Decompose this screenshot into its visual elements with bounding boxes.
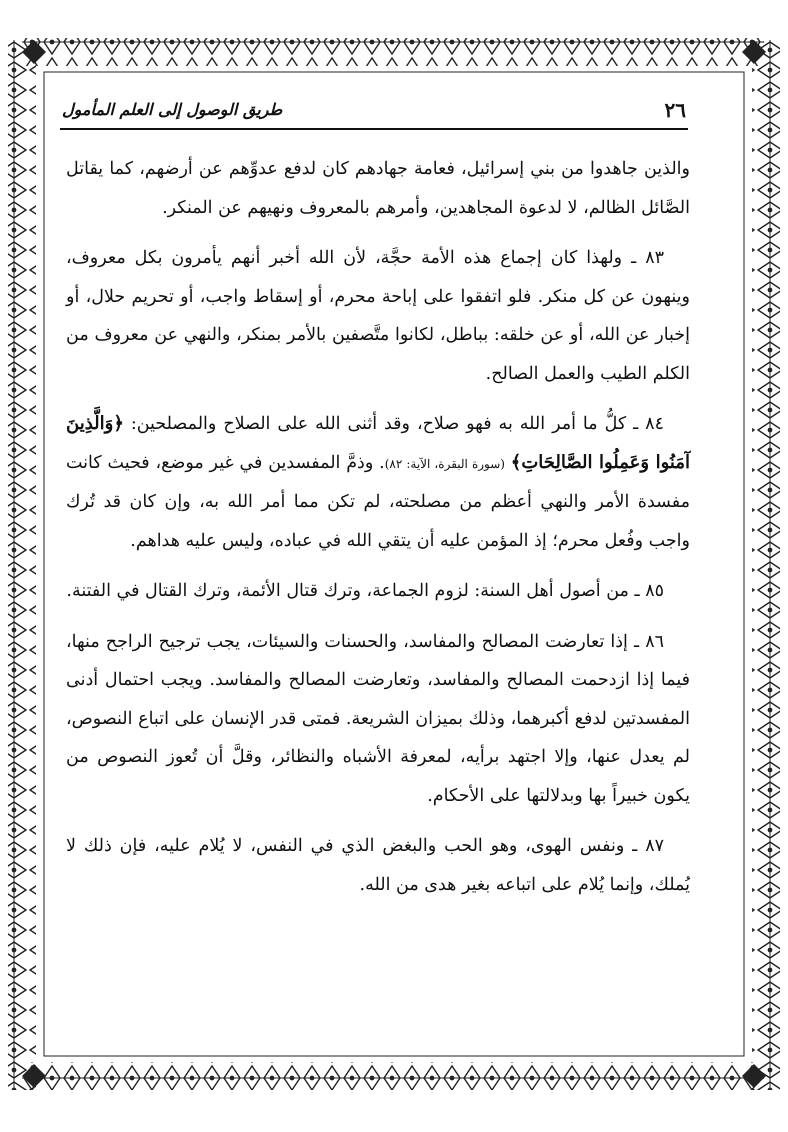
body-text [66, 150, 690, 916]
paragraph: والذين جاهدوا من بني إسرائيل، فعامة جهادهم كان لدفع عدوِّهم عن أرضهم، كما يقاتل الصَّائل الظالم، لا لدعوة المجاهدين، وأمرهم بالمعروف ونهيهم عن المنكر. [66, 159, 690, 218]
paragraph-83: ٨٣ ـ ولهذا كان إجماع هذه الأمة حجَّة، لأن الله أخبر أنهم يأمرون بكل معروف، وينهون عن كل منكر. فلو اتفقوا على إباحة محرم، أو إسقاط واجب، أو تحريم حلال، أو إخبار عن الله، أو عن خلقه: بباطل، لكانوا متَّصفين بالأمر بمنكر، والنهي عن معروف من الكلم الطيب والعمل الصالح. [66, 248, 690, 384]
paragraph-84-lead: ٨٤ ـ كلُّ ما أمر الله به فهو صلاح، وقد أثنى الله على الصلاح والمصلحين: [130, 414, 664, 434]
paragraph-85: ٨٥ ـ من أصول أهل السنة: لزوم الجماعة، وترك قتال الأئمة، وترك القتال في الفتنة. [66, 581, 664, 601]
header-rule [60, 128, 688, 130]
paragraph-87: ٨٧ ـ ونفس الهوى، وهو الحب والبغض الذي في النفس، لا يُلام عليه، فإن ذلك لا يُملك، وإنما يُلام على اتباعه بغير هدى من الله. [66, 836, 690, 895]
paragraph-86: ٨٦ ـ إذا تعارضت المصالح والمفاسد، والحسنات والسيئات، يجب ترجيح الراجح منها، فيما إذا ازدحمت المصالح والمفاسد، وتعارضت المصالح والمفاسد. ويجب احتمال أدنى المفسدتين لدفع أكبرهما، وذلك بميزان الشريعة. فمتى قدر الإنسان على اتباع النصوص، لم يعدل عنها، وإلا اجتهد برأيه، لمعرفة الأشباه والنظائر، وقلَّ أن تُعوز النصوص من يكون خبيراً بها وبدلالتها على الأحكام. [66, 631, 690, 806]
running-title: طريق الوصول إلى العلم المأمول [62, 100, 283, 119]
quran-verse: ﴿وَالَّذِينَ آمَنُوا وَعَمِلُوا الصَّالِحَاتِ﴾ [66, 413, 690, 473]
page-number: ٢٦ [664, 98, 686, 122]
paragraph-84-rest: . وذمَّ المفسدين في غير موضع، فحيث كانت مفسدة الأمر والنهي أعظم من مصلحته، لم تكن مما أمر الله به، وإن كان قد تُرك واجب وفُعل محرم؛ إذ المؤمن عليه أن يتقي الله في عباده، وليس عليه هداهم. [66, 452, 690, 551]
verse-reference: (سورة البقرة، الآية: ٨٢) [384, 456, 505, 471]
paragraph-84 [66, 405, 690, 560]
page-header [62, 98, 686, 124]
